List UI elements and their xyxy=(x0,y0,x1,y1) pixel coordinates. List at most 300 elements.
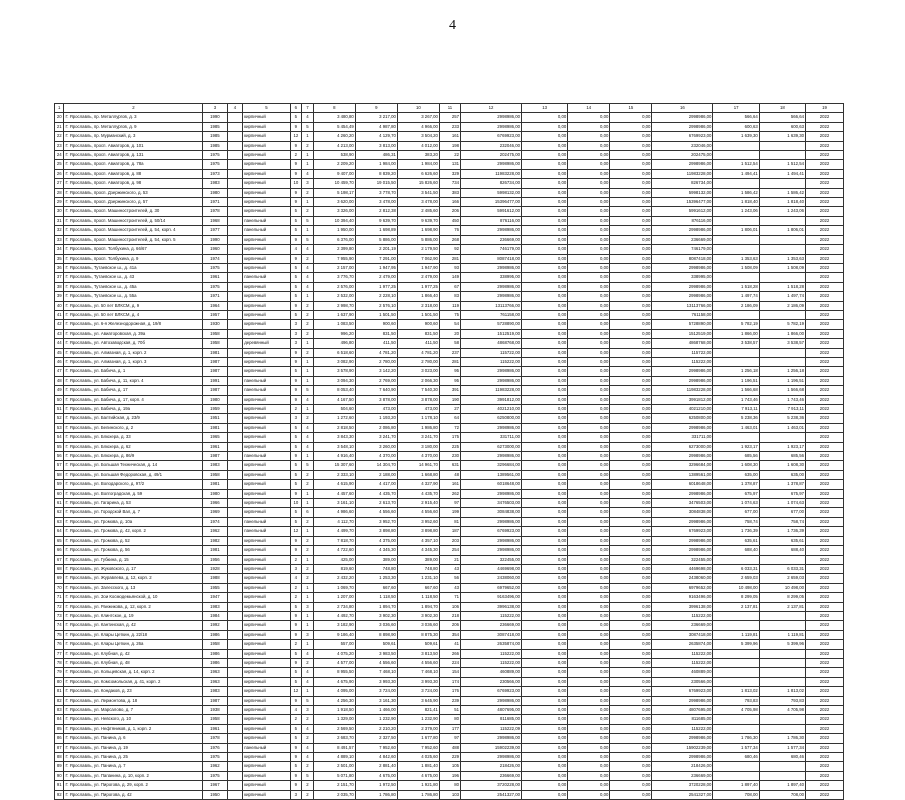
table-cell: 566,64 xyxy=(713,113,759,122)
table-cell: 81 xyxy=(439,517,460,526)
table-cell: 6 033,31 xyxy=(713,564,759,573)
table-row xyxy=(55,254,844,263)
table-cell: 3 878,00 xyxy=(397,395,439,404)
table-cell xyxy=(227,376,243,385)
table-cell: 0,00 xyxy=(610,292,652,301)
table-cell: Г. Ярославль, ул. Жуковского, д. 17 xyxy=(64,564,203,573)
table-cell: 1928 xyxy=(203,564,227,573)
table-cell: 5991612,00 xyxy=(652,207,713,216)
table-cell: 4807695,00 xyxy=(460,706,521,715)
table-cell xyxy=(759,658,805,667)
table-cell: 2 xyxy=(290,715,302,724)
table-cell xyxy=(227,122,243,131)
table-cell xyxy=(713,771,759,780)
table-cell: 2022 xyxy=(806,715,844,724)
table-cell: 0,00 xyxy=(610,122,652,131)
table-cell: 93 xyxy=(439,263,460,272)
table-cell: 4 675,00 xyxy=(355,771,397,780)
table-cell: 84 xyxy=(55,715,64,724)
table-cell: 1 518,28 xyxy=(713,282,759,291)
table-cell: 1985 xyxy=(203,122,227,131)
table-cell: 230566,00 xyxy=(652,677,713,686)
table-cell: 6769923,00 xyxy=(460,132,521,141)
table-cell: 0,00 xyxy=(522,480,568,489)
table-cell: 3 724,00 xyxy=(397,687,439,696)
table-cell: 1 xyxy=(302,583,314,592)
table-cell: 2 xyxy=(302,188,314,197)
table-cell: 0,00 xyxy=(568,282,610,291)
table-cell: кирпичный xyxy=(243,254,290,263)
table-cell: 1962 xyxy=(203,762,227,771)
table-cell xyxy=(227,235,243,244)
table-cell: 0,00 xyxy=(522,292,568,301)
table-cell: 60 xyxy=(55,489,64,498)
table-cell: кирпичный xyxy=(243,508,290,517)
table-cell: 196 xyxy=(439,771,460,780)
table-cell xyxy=(227,254,243,263)
table-cell: 460889,00 xyxy=(652,668,713,677)
table-cell: 4 xyxy=(302,263,314,272)
table-cell: 1 786,30 xyxy=(759,734,805,743)
table-cell: 1971 xyxy=(203,292,227,301)
table-cell: 876116,00 xyxy=(460,216,521,225)
table-row xyxy=(55,348,844,357)
table-cell: 5 238,36 xyxy=(713,414,759,423)
table-cell: 1 818,40 xyxy=(713,198,759,207)
table-cell: 4 417,00 xyxy=(355,480,397,489)
table-cell: 0,00 xyxy=(522,442,568,451)
table-cell: 115222,00 xyxy=(652,611,713,620)
table-cell: Г. Ярославль, ул. Блюхера, д. 33 xyxy=(64,433,203,442)
table-row xyxy=(55,414,844,423)
table-row xyxy=(55,630,844,639)
table-row xyxy=(55,564,844,573)
table-cell: 3 xyxy=(290,320,302,329)
table-cell: кирпичный xyxy=(243,715,290,724)
table-cell xyxy=(713,151,759,160)
table-cell xyxy=(227,442,243,451)
table-cell: 2022 xyxy=(806,470,844,479)
table-cell: 0,00 xyxy=(610,649,652,658)
table-cell: 2022 xyxy=(806,179,844,188)
table-cell: Г. Ярославль, ул. Белинского, д. 2 xyxy=(64,423,203,432)
table-cell: 71 xyxy=(55,593,64,602)
table-cell: 0,00 xyxy=(568,706,610,715)
table-cell: 1 243,06 xyxy=(759,207,805,216)
table-cell: Г. Ярославль, ул. Клубная, д. 42 xyxy=(64,649,203,658)
table-cell xyxy=(713,658,759,667)
table-row xyxy=(55,263,844,272)
table-cell: 0,00 xyxy=(568,546,610,555)
table-cell: 4 556,60 xyxy=(397,508,439,517)
table-cell: 2022 xyxy=(806,282,844,291)
table-cell: 4 260,20 xyxy=(313,132,355,141)
table-cell: 2022 xyxy=(806,273,844,282)
table-cell: 0,00 xyxy=(610,574,652,583)
table-cell: Г. Ярославль, ул. Клары Цеткин, д. 22/18 xyxy=(64,630,203,639)
table-cell: 2 327,50 xyxy=(355,734,397,743)
table-cell: 4807695,00 xyxy=(652,706,713,715)
table-cell: 5 886,00 xyxy=(355,235,397,244)
table-cell: 0,00 xyxy=(522,339,568,348)
table-cell xyxy=(227,724,243,733)
table-cell xyxy=(227,743,243,752)
table-cell: 3996138,00 xyxy=(460,602,521,611)
table-cell: Г. Ярославль, просп. Авиаторов, д. 131 xyxy=(64,151,203,160)
table-cell: панельный xyxy=(243,452,290,461)
table-cell: 2022 xyxy=(806,762,844,771)
table-cell: кирпичный xyxy=(243,546,290,555)
table-cell: 2022 xyxy=(806,555,844,564)
table-cell: кирпичный xyxy=(243,301,290,310)
table-cell: 1987 xyxy=(203,696,227,705)
table-cell: кирпичный xyxy=(243,160,290,169)
table-row xyxy=(55,668,844,677)
table-cell: 0,00 xyxy=(568,781,610,790)
table-cell: 1 119,81 xyxy=(713,630,759,639)
table-cell: 4 xyxy=(302,273,314,282)
table-cell: 119 xyxy=(439,301,460,310)
table-cell: 4 xyxy=(302,677,314,686)
table-cell: 6979652,00 xyxy=(460,583,521,592)
table-cell: 7 952,60 xyxy=(397,743,439,752)
table-cell: 3 952,70 xyxy=(355,517,397,526)
table-cell: 338995,00 xyxy=(460,273,521,282)
table-cell: Г. Ярославль, ул. Алмазная, д. 1, корп. 3 xyxy=(64,357,203,366)
table-row xyxy=(55,649,844,658)
table-row xyxy=(55,226,844,235)
table-cell: Г. Ярославль, ул. Балтийская, д. 23/9 xyxy=(64,414,203,423)
table-cell: 5 xyxy=(302,216,314,225)
table-cell: 4 xyxy=(302,442,314,451)
table-cell: 5 782,19 xyxy=(713,320,759,329)
table-cell: 635,00 xyxy=(713,470,759,479)
table-cell xyxy=(227,499,243,508)
table-cell: 0,00 xyxy=(568,734,610,743)
table-cell: Г. Ярославль, просп. Машиностроителей, д. 30 xyxy=(64,207,203,216)
table-cell: 4 095,00 xyxy=(313,687,355,696)
table-cell: 2 659,03 xyxy=(759,574,805,583)
table-cell: 66 xyxy=(55,546,64,555)
table-cell: 37 xyxy=(55,273,64,282)
table-cell: 95 xyxy=(439,376,460,385)
table-cell: 3 902,30 xyxy=(397,611,439,620)
table-row xyxy=(55,320,844,329)
table-cell: 1958 xyxy=(203,329,227,338)
table-cell: 2998986,00 xyxy=(460,517,521,526)
table-cell xyxy=(713,273,759,282)
table-cell: 1 608,30 xyxy=(713,461,759,470)
table-cell: 9 xyxy=(290,536,302,545)
table-cell: 218426,00 xyxy=(460,762,521,771)
table-cell: 5 xyxy=(302,771,314,780)
table-cell: 450 xyxy=(439,216,460,225)
table-cell: 2022 xyxy=(806,414,844,423)
table-cell: 79 xyxy=(55,668,64,677)
table-cell: 0,00 xyxy=(610,734,652,743)
table-cell: 115722,00 xyxy=(652,348,713,357)
table-cell: 1983 xyxy=(203,179,227,188)
table-cell: 1 178,10 xyxy=(397,414,439,423)
table-cell: 0,00 xyxy=(610,781,652,790)
table-cell: 0,00 xyxy=(610,470,652,479)
table-cell: 161 xyxy=(439,480,460,489)
table-row xyxy=(55,658,844,667)
table-cell: 0,00 xyxy=(568,188,610,197)
column-header: 6 xyxy=(290,104,302,113)
table-cell: 331711,00 xyxy=(652,433,713,442)
table-cell: 1 923,17 xyxy=(713,442,759,451)
column-header: 3 xyxy=(203,104,227,113)
table-cell: 232046,00 xyxy=(460,141,521,150)
table-cell: кирпичный xyxy=(243,357,290,366)
table-cell: 0,00 xyxy=(522,386,568,395)
table-cell: 36 xyxy=(55,263,64,272)
table-cell xyxy=(227,310,243,319)
table-cell: 5 xyxy=(290,433,302,442)
table-cell: 0,00 xyxy=(568,442,610,451)
table-cell: 9 xyxy=(290,235,302,244)
table-cell: Г. Ярославль, Тутаевское ш., д. 55а xyxy=(64,292,203,301)
table-cell: кирпичный xyxy=(243,405,290,414)
table-row xyxy=(55,593,844,602)
table-cell: 1 501,50 xyxy=(397,310,439,319)
table-row xyxy=(55,724,844,733)
table-cell: 2998986,00 xyxy=(652,113,713,122)
table-cell: 1 813,02 xyxy=(759,687,805,696)
table-cell: 2 532,00 xyxy=(313,292,355,301)
table-cell: 2022 xyxy=(806,499,844,508)
table-cell: 0,00 xyxy=(568,574,610,583)
table-cell: 59 xyxy=(55,480,64,489)
table-cell xyxy=(227,461,243,470)
table-cell: 1958 xyxy=(203,339,227,348)
table-cell: 20 xyxy=(55,113,64,122)
table-cell: 14 304,70 xyxy=(355,461,397,470)
table-cell: 5 399,96 xyxy=(713,640,759,649)
table-cell xyxy=(227,696,243,705)
table-cell xyxy=(713,216,759,225)
table-cell: 0,00 xyxy=(522,546,568,555)
table-cell: 0,00 xyxy=(568,310,610,319)
table-cell: Г. Ярославль, ул. Городской Вал, д. 7 xyxy=(64,508,203,517)
table-cell: 1 866,40 xyxy=(397,292,439,301)
table-cell: 4 xyxy=(302,282,314,291)
table-cell xyxy=(227,555,243,564)
table-cell: 3 538,57 xyxy=(759,339,805,348)
table-cell xyxy=(227,132,243,141)
table-cell: 4 499,70 xyxy=(313,527,355,536)
table-cell: 2 399,80 xyxy=(313,245,355,254)
table-cell: 0,00 xyxy=(610,696,652,705)
table-cell: 0,00 xyxy=(522,207,568,216)
table-cell: 1947 xyxy=(203,593,227,602)
table-cell: 0,00 xyxy=(610,414,652,423)
table-cell: 1 xyxy=(302,132,314,141)
table-cell: 115722,00 xyxy=(460,348,521,357)
table-cell xyxy=(227,348,243,357)
table-cell: 7 640,90 xyxy=(355,386,397,395)
table-cell: 0,00 xyxy=(522,489,568,498)
table-cell: 0,00 xyxy=(610,263,652,272)
column-header: 19 xyxy=(806,104,844,113)
table-cell: кирпичный xyxy=(243,687,290,696)
table-cell: 1 894,70 xyxy=(355,602,397,611)
table-cell: 0,00 xyxy=(610,508,652,517)
table-cell: 1 378,87 xyxy=(713,480,759,489)
table-cell: 2022 xyxy=(806,329,844,338)
table-cell: кирпичный xyxy=(243,790,290,799)
table-cell: 1950 xyxy=(203,790,227,799)
table-cell: 2022 xyxy=(806,771,844,780)
table-cell: 12 xyxy=(290,132,302,141)
table-cell: 9 xyxy=(290,546,302,555)
table-cell: 5 xyxy=(290,367,302,376)
table-cell: панельный xyxy=(243,273,290,282)
table-cell: 3296684,00 xyxy=(460,461,521,470)
table-row xyxy=(55,179,844,188)
table-cell: 3 541,50 xyxy=(397,188,439,197)
table-cell xyxy=(713,649,759,658)
table-cell: Г. Ярославль, ул. Гагарина, д. 53 xyxy=(64,499,203,508)
table-cell: 0,00 xyxy=(568,198,610,207)
table-cell xyxy=(227,527,243,536)
table-cell: 0,00 xyxy=(610,386,652,395)
table-cell: 4 xyxy=(302,668,314,677)
table-cell: 7 952,60 xyxy=(355,743,397,752)
table-row xyxy=(55,310,844,319)
table-cell: Г. Ярославль, ул. Комсомольская, д. 41, корп. 2 xyxy=(64,677,203,686)
table-cell: 0,00 xyxy=(610,169,652,178)
table-cell: 0,00 xyxy=(568,593,610,602)
column-header: 13 xyxy=(522,104,568,113)
table-cell: 3087418,00 xyxy=(652,630,713,639)
table-cell: 2022 xyxy=(806,508,844,517)
table-cell xyxy=(227,706,243,715)
table-cell: 1955 xyxy=(203,583,227,592)
table-cell: 266 xyxy=(439,649,460,658)
table-cell: 103 xyxy=(439,790,460,799)
table-cell: 0,00 xyxy=(610,235,652,244)
table-cell: 0,00 xyxy=(522,282,568,291)
table-cell xyxy=(713,235,759,244)
table-cell: 1 xyxy=(302,292,314,301)
table-cell: Г. Ярославль, ул. Панина, д. 19 xyxy=(64,743,203,752)
table-cell: кирпичный xyxy=(243,706,290,715)
table-cell: 5 xyxy=(290,517,302,526)
column-header: 18 xyxy=(759,104,805,113)
table-cell xyxy=(713,348,759,357)
table-cell: 0,00 xyxy=(610,564,652,573)
table-cell: 4 xyxy=(302,433,314,442)
table-cell: 635,61 xyxy=(759,536,805,545)
table-cell: 5 xyxy=(290,480,302,489)
table-cell: 54 xyxy=(55,433,64,442)
table-cell: 3720228,00 xyxy=(652,781,713,790)
table-cell: 0,00 xyxy=(610,207,652,216)
table-cell: 10 498,00 xyxy=(759,583,805,592)
table-cell: 0,00 xyxy=(522,715,568,724)
table-cell: 62 xyxy=(55,508,64,517)
table-cell: 2 xyxy=(302,734,314,743)
header-row xyxy=(55,104,844,113)
table-cell: 5 238,36 xyxy=(759,414,805,423)
table-cell xyxy=(227,263,243,272)
table-cell xyxy=(759,677,805,686)
table-row xyxy=(55,762,844,771)
table-cell: 0,00 xyxy=(522,771,568,780)
table-cell: 3 xyxy=(302,602,314,611)
table-cell: 2 576,10 xyxy=(355,301,397,310)
table-cell: 2 501,00 xyxy=(313,762,355,771)
table-cell: 6 518,60 xyxy=(313,348,355,357)
table-cell: кирпичный xyxy=(243,188,290,197)
table-cell: 0,00 xyxy=(610,310,652,319)
table-cell: 4 xyxy=(302,395,314,404)
table-cell: 4 075,20 xyxy=(313,649,355,658)
table-cell xyxy=(227,423,243,432)
table-cell: 4469698,00 xyxy=(652,564,713,573)
table-cell: 115222,00 xyxy=(460,658,521,667)
table-cell: 2022 xyxy=(806,376,844,385)
table-cell: 218426,00 xyxy=(652,762,713,771)
table-cell: 0,00 xyxy=(522,499,568,508)
table-cell: 2022 xyxy=(806,658,844,667)
table-cell: 0,00 xyxy=(522,593,568,602)
table-cell xyxy=(227,489,243,498)
table-cell: Г. Ярославль, ул. Залесского, д. 13 xyxy=(64,583,203,592)
column-header: 15 xyxy=(610,104,652,113)
table-cell xyxy=(227,602,243,611)
table-cell: 0,00 xyxy=(568,179,610,188)
table-cell: 2022 xyxy=(806,649,844,658)
table-cell: 411,50 xyxy=(355,339,397,348)
table-cell: 10 498,00 xyxy=(713,583,759,592)
table-cell: 411,50 xyxy=(397,339,439,348)
table-cell: 0,00 xyxy=(522,254,568,263)
table-cell: 80 xyxy=(439,715,460,724)
table-cell: 2022 xyxy=(806,546,844,555)
table-cell: кирпичный xyxy=(243,762,290,771)
table-cell: 0,00 xyxy=(610,753,652,762)
table-cell: 0,00 xyxy=(568,320,610,329)
table-cell: 1981 xyxy=(203,546,227,555)
table-cell: 1 947,90 xyxy=(397,263,439,272)
table-cell: 1 083,50 xyxy=(313,320,355,329)
table-cell xyxy=(759,649,805,658)
table-cell: 2022 xyxy=(806,790,844,799)
table-cell: 7 291,00 xyxy=(355,254,397,263)
table-cell: 1 353,63 xyxy=(759,254,805,263)
table-cell: 1 xyxy=(302,593,314,602)
table-row xyxy=(55,743,844,752)
table-cell: 3 161,10 xyxy=(313,499,355,508)
table-cell: 4 xyxy=(302,169,314,178)
table-cell xyxy=(227,480,243,489)
table-cell: Г. Ярославль, просп. Машиностроителей, д. 50/14 xyxy=(64,216,203,225)
table-row xyxy=(55,329,844,338)
table-cell: 3 778,70 xyxy=(355,188,397,197)
table-cell: кирпичный xyxy=(243,640,290,649)
table-cell: 0,00 xyxy=(522,508,568,517)
table-cell: 5 xyxy=(290,207,302,216)
table-cell: 0,00 xyxy=(610,179,652,188)
table-cell: 9 xyxy=(290,452,302,461)
table-cell: 2998986,00 xyxy=(652,292,713,301)
table-cell: 2 xyxy=(302,320,314,329)
table-cell: 9 xyxy=(290,781,302,790)
table-row xyxy=(55,245,844,254)
